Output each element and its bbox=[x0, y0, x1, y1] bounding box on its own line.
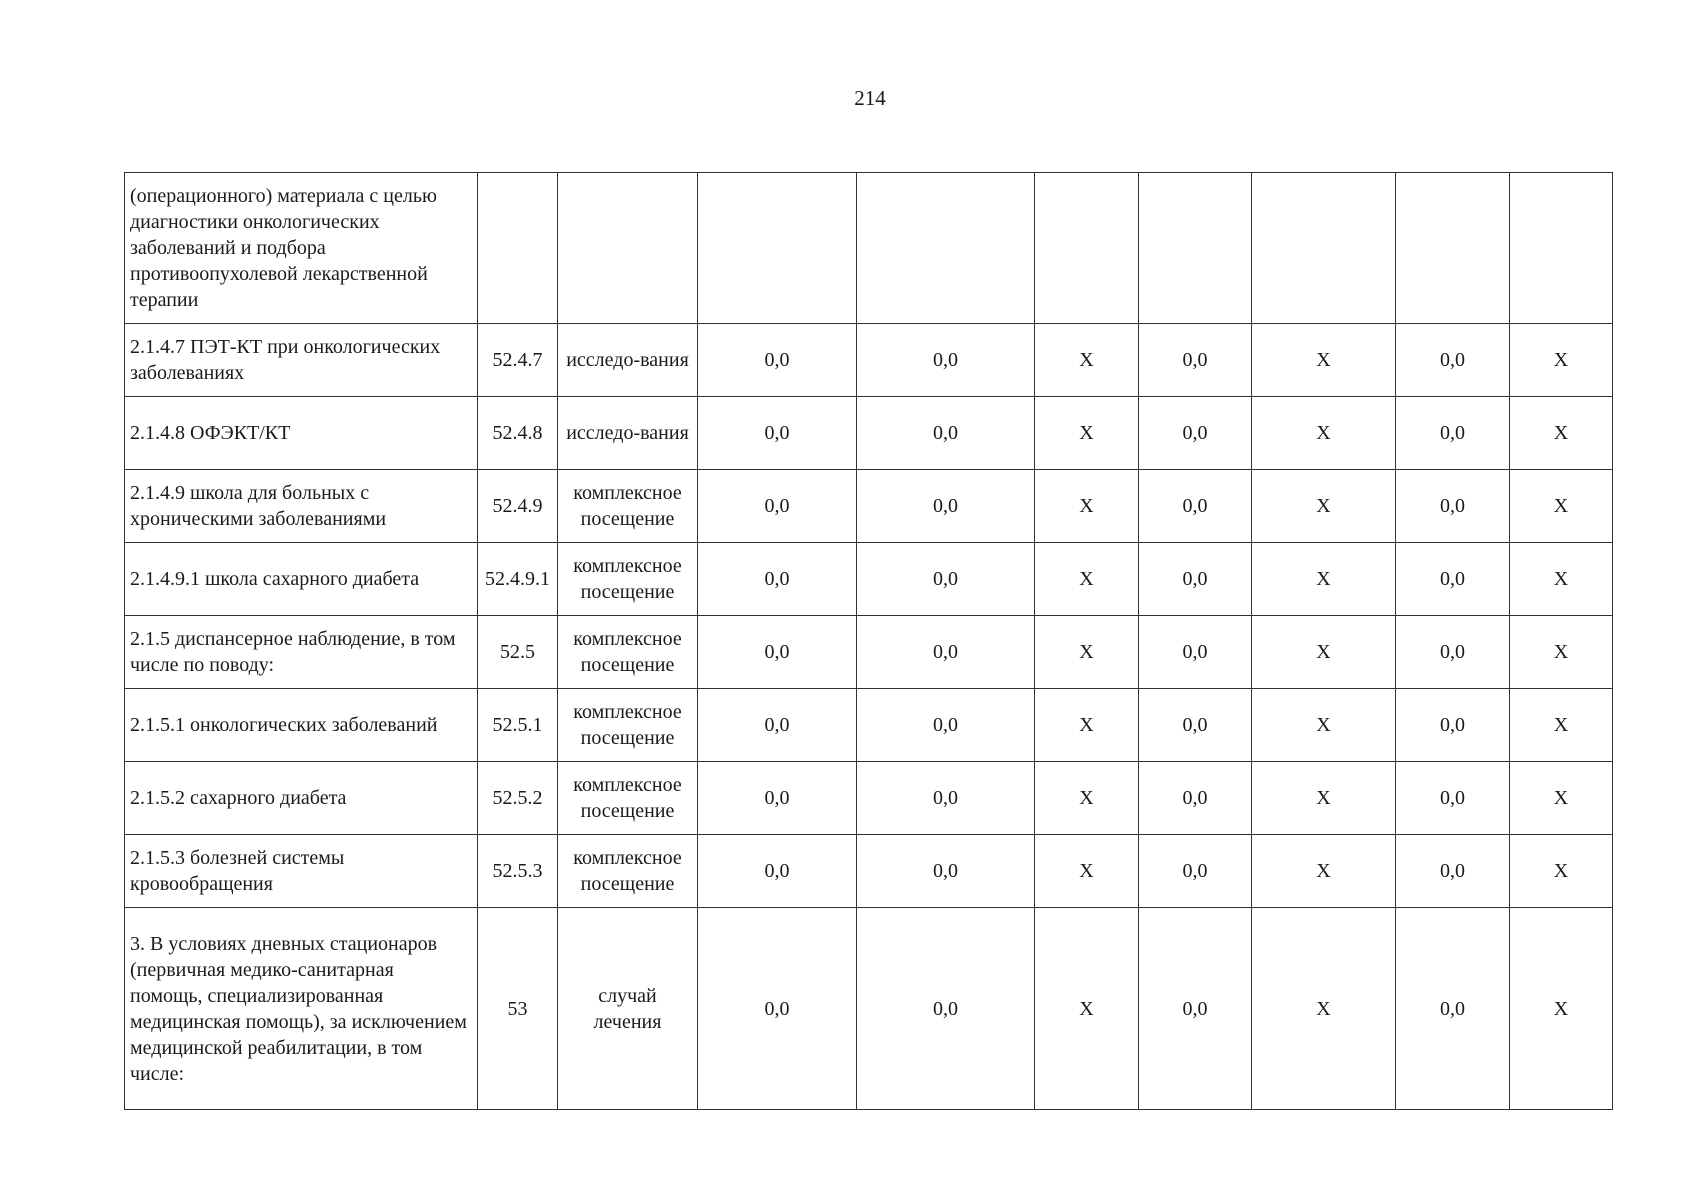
row-code: 52.4.9.1 bbox=[478, 543, 558, 616]
row-value-3: Х bbox=[1035, 762, 1139, 835]
row-value-2: 0,0 bbox=[857, 324, 1035, 397]
row-name: (операционного) материала с целью диагностики онкологических заболеваний и подбора противоопухолевой лекарственной терапии bbox=[125, 173, 478, 324]
row-value-6: 0,0 bbox=[1396, 689, 1510, 762]
row-name: 2.1.4.9.1 школа сахарного диабета bbox=[125, 543, 478, 616]
row-value-4: 0,0 bbox=[1139, 616, 1252, 689]
row-unit: случай лечения bbox=[558, 908, 698, 1110]
row-value-3: Х bbox=[1035, 397, 1139, 470]
row-value-3: Х bbox=[1035, 689, 1139, 762]
row-value-7: Х bbox=[1510, 835, 1613, 908]
row-value-6: 0,0 bbox=[1396, 470, 1510, 543]
table-row bbox=[125, 470, 1613, 543]
row-value-7: Х bbox=[1510, 762, 1613, 835]
row-value-5: Х bbox=[1252, 762, 1396, 835]
row-value-4: 0,0 bbox=[1139, 543, 1252, 616]
row-code: 53 bbox=[478, 908, 558, 1110]
row-value-3: Х bbox=[1035, 616, 1139, 689]
row-value-5: Х bbox=[1252, 543, 1396, 616]
row-unit: комплексное посещение bbox=[558, 762, 698, 835]
row-value-4: 0,0 bbox=[1139, 397, 1252, 470]
row-code: 52.5.2 bbox=[478, 762, 558, 835]
row-value-1: 0,0 bbox=[698, 543, 857, 616]
row-code bbox=[478, 173, 558, 324]
row-value-1: 0,0 bbox=[698, 908, 857, 1110]
row-value-2: 0,0 bbox=[857, 689, 1035, 762]
row-value-7: Х bbox=[1510, 543, 1613, 616]
table-row bbox=[125, 908, 1613, 1110]
row-value-2: 0,0 bbox=[857, 835, 1035, 908]
row-name: 2.1.5.3 болезней системы кровообращения bbox=[125, 835, 478, 908]
row-value-2: 0,0 bbox=[857, 908, 1035, 1110]
row-value-1: 0,0 bbox=[698, 835, 857, 908]
row-value-3: Х bbox=[1035, 324, 1139, 397]
row-value-4 bbox=[1139, 173, 1252, 324]
row-value-5: Х bbox=[1252, 689, 1396, 762]
row-name: 2.1.5.2 сахарного диабета bbox=[125, 762, 478, 835]
row-name: 2.1.4.7 ПЭТ-КТ при онкологических заболеваниях bbox=[125, 324, 478, 397]
row-value-5: Х bbox=[1252, 397, 1396, 470]
row-value-3: Х bbox=[1035, 908, 1139, 1110]
row-value-6: 0,0 bbox=[1396, 543, 1510, 616]
row-value-1: 0,0 bbox=[698, 470, 857, 543]
row-value-5: Х bbox=[1252, 470, 1396, 543]
row-value-2: 0,0 bbox=[857, 543, 1035, 616]
row-value-4: 0,0 bbox=[1139, 324, 1252, 397]
row-code: 52.4.9 bbox=[478, 470, 558, 543]
row-value-1: 0,0 bbox=[698, 762, 857, 835]
row-value-5: Х bbox=[1252, 908, 1396, 1110]
row-value-2: 0,0 bbox=[857, 470, 1035, 543]
page-number: 214 bbox=[854, 86, 886, 110]
table-row bbox=[125, 543, 1613, 616]
row-value-1: 0,0 bbox=[698, 689, 857, 762]
table-row bbox=[125, 616, 1613, 689]
row-value-6 bbox=[1396, 173, 1510, 324]
row-value-2: 0,0 bbox=[857, 762, 1035, 835]
table-row bbox=[125, 689, 1613, 762]
data-table bbox=[124, 172, 1613, 1110]
row-name: 2.1.5 диспансерное наблюдение, в том числе по поводу: bbox=[125, 616, 478, 689]
row-value-7: Х bbox=[1510, 324, 1613, 397]
row-name: 2.1.5.1 онкологических заболеваний bbox=[125, 689, 478, 762]
row-value-3 bbox=[1035, 173, 1139, 324]
row-name: 2.1.4.8 ОФЭКТ/КТ bbox=[125, 397, 478, 470]
row-value-3: Х bbox=[1035, 835, 1139, 908]
row-value-2 bbox=[857, 173, 1035, 324]
row-unit: комплексное посещение bbox=[558, 835, 698, 908]
row-value-1: 0,0 bbox=[698, 324, 857, 397]
row-unit: комплексное посещение bbox=[558, 543, 698, 616]
row-unit: комплексное посещение bbox=[558, 616, 698, 689]
row-value-6: 0,0 bbox=[1396, 397, 1510, 470]
row-unit: исследо-вания bbox=[558, 397, 698, 470]
row-value-6: 0,0 bbox=[1396, 835, 1510, 908]
row-value-6: 0,0 bbox=[1396, 908, 1510, 1110]
row-value-7: Х bbox=[1510, 616, 1613, 689]
row-name: 2.1.4.9 школа для больных с хроническими заболеваниями bbox=[125, 470, 478, 543]
row-value-7: Х bbox=[1510, 689, 1613, 762]
row-value-4: 0,0 bbox=[1139, 762, 1252, 835]
row-unit: комплексное посещение bbox=[558, 689, 698, 762]
row-value-2: 0,0 bbox=[857, 397, 1035, 470]
row-code: 52.5.3 bbox=[478, 835, 558, 908]
row-value-3: Х bbox=[1035, 470, 1139, 543]
row-code: 52.5 bbox=[478, 616, 558, 689]
row-value-4: 0,0 bbox=[1139, 835, 1252, 908]
row-value-6: 0,0 bbox=[1396, 762, 1510, 835]
row-value-7: Х bbox=[1510, 470, 1613, 543]
row-code: 52.5.1 bbox=[478, 689, 558, 762]
table-row bbox=[125, 173, 1613, 324]
row-value-3: Х bbox=[1035, 543, 1139, 616]
row-value-6: 0,0 bbox=[1396, 324, 1510, 397]
table-row bbox=[125, 324, 1613, 397]
row-value-5: Х bbox=[1252, 616, 1396, 689]
row-code: 52.4.7 bbox=[478, 324, 558, 397]
row-value-5: Х bbox=[1252, 835, 1396, 908]
row-unit: исследо-вания bbox=[558, 324, 698, 397]
row-value-2: 0,0 bbox=[857, 616, 1035, 689]
table-row bbox=[125, 762, 1613, 835]
row-value-1 bbox=[698, 173, 857, 324]
row-value-7: Х bbox=[1510, 397, 1613, 470]
row-value-5: Х bbox=[1252, 324, 1396, 397]
row-value-5 bbox=[1252, 173, 1396, 324]
table-row bbox=[125, 397, 1613, 470]
row-value-1: 0,0 bbox=[698, 397, 857, 470]
table-row bbox=[125, 835, 1613, 908]
row-value-1: 0,0 bbox=[698, 616, 857, 689]
row-value-4: 0,0 bbox=[1139, 908, 1252, 1110]
row-unit bbox=[558, 173, 698, 324]
row-value-4: 0,0 bbox=[1139, 470, 1252, 543]
row-name: 3. В условиях дневных стационаров (первичная медико-санитарная помощь, специализированная медицинская помощь), за исключением медицинской реабилитации, в том числе: bbox=[125, 908, 478, 1110]
row-value-7 bbox=[1510, 173, 1613, 324]
row-value-4: 0,0 bbox=[1139, 689, 1252, 762]
row-code: 52.4.8 bbox=[478, 397, 558, 470]
row-unit: комплексное посещение bbox=[558, 470, 698, 543]
row-value-7: Х bbox=[1510, 908, 1613, 1110]
row-value-6: 0,0 bbox=[1396, 616, 1510, 689]
